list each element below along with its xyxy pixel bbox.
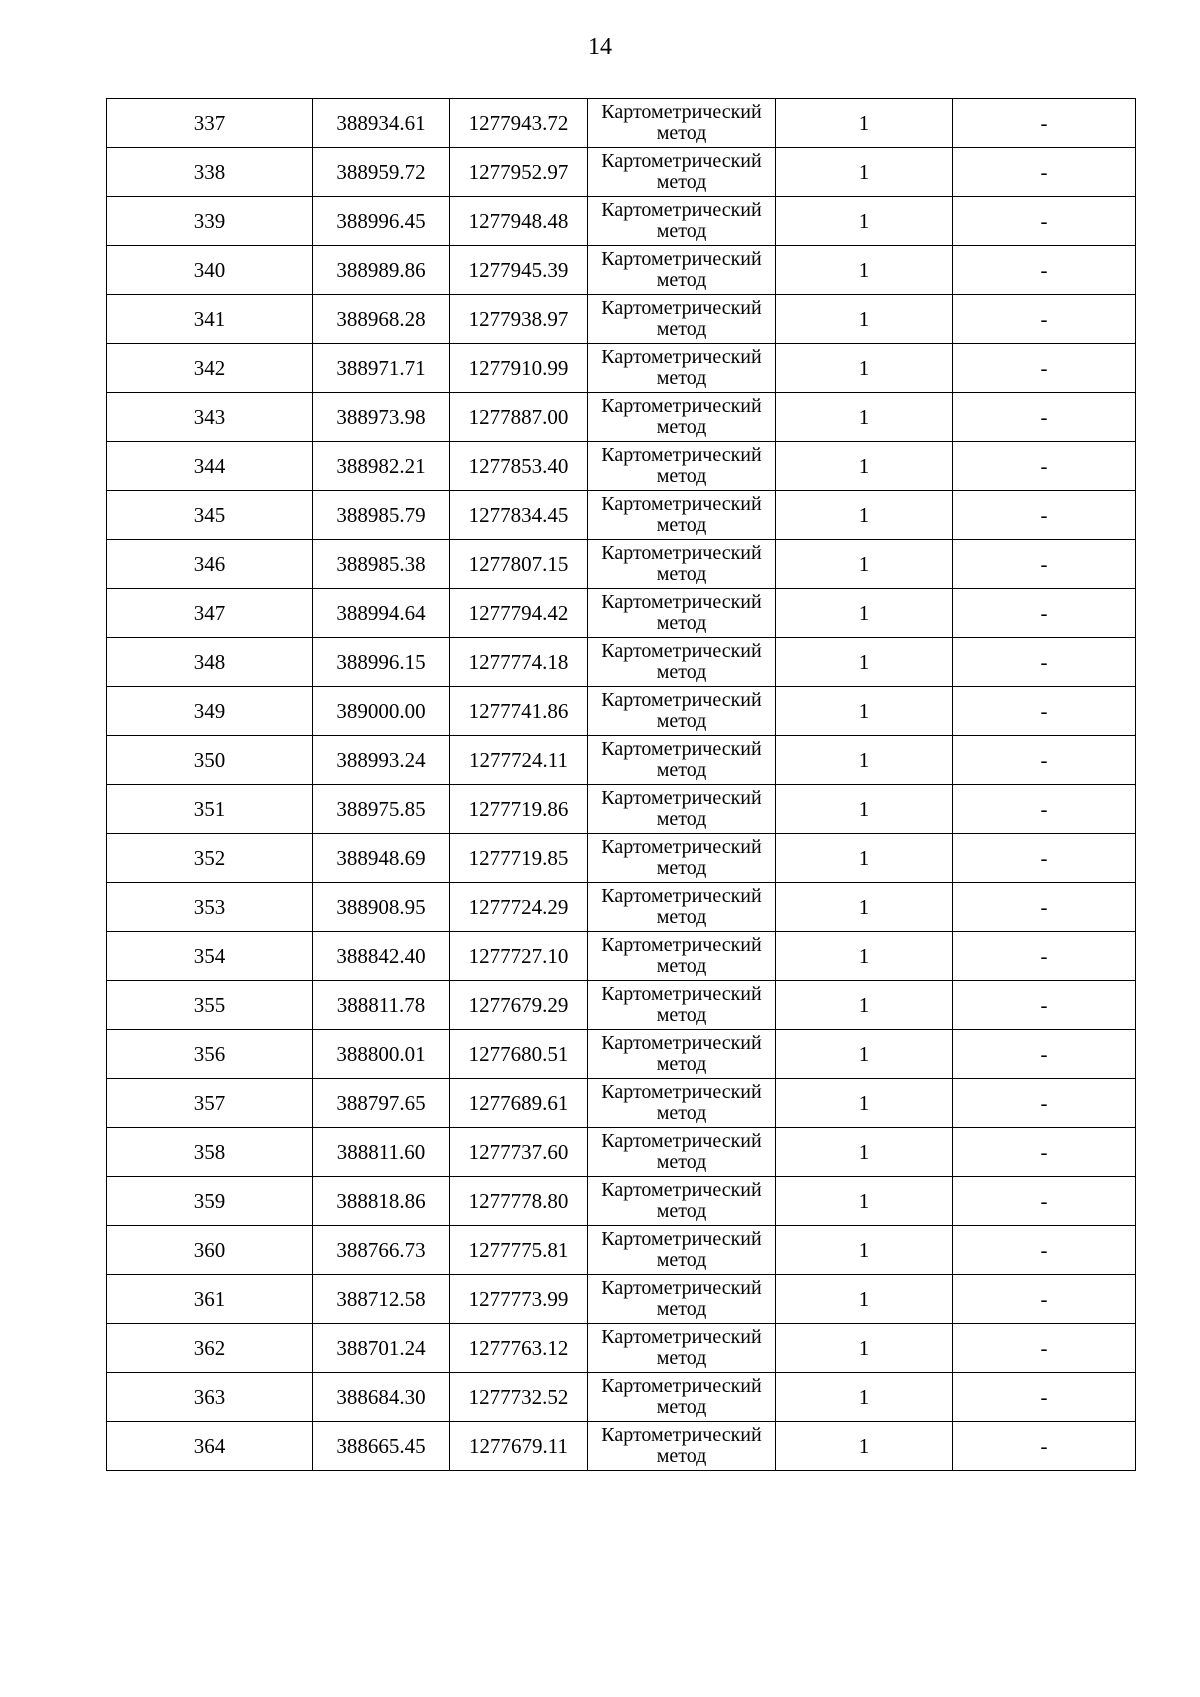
method-line-1: Картометрический <box>601 1326 762 1348</box>
x-coordinate-cell: 388665.45 <box>313 1422 450 1471</box>
x-coordinate-cell: 388985.79 <box>313 491 450 540</box>
description-cell: - <box>953 932 1136 981</box>
x-coordinate-cell: 388766.73 <box>313 1226 450 1275</box>
method-cell <box>588 1079 776 1128</box>
method-line-1: Картометрический <box>601 934 762 956</box>
table-row <box>107 540 1136 589</box>
y-coordinate-cell: 1277680.51 <box>450 1030 588 1079</box>
method-line-1: Картометрический <box>601 493 762 515</box>
method-cell <box>588 99 776 148</box>
y-coordinate-cell: 1277794.42 <box>450 589 588 638</box>
description-cell: - <box>953 1373 1136 1422</box>
description-cell: - <box>953 1128 1136 1177</box>
accuracy-cell: 1 <box>776 1422 953 1471</box>
method-cell <box>588 1324 776 1373</box>
point-number-cell: 338 <box>107 148 313 197</box>
method-line-2: метод <box>656 759 707 781</box>
x-coordinate-cell: 388797.65 <box>313 1079 450 1128</box>
accuracy-cell: 1 <box>776 932 953 981</box>
method-cell <box>588 883 776 932</box>
accuracy-cell: 1 <box>776 442 953 491</box>
table-row <box>107 834 1136 883</box>
description-cell: - <box>953 736 1136 785</box>
method-line-2: метод <box>656 906 707 928</box>
method-cell <box>588 834 776 883</box>
description-cell: - <box>953 1226 1136 1275</box>
table-body <box>107 99 1136 1471</box>
point-number-cell: 337 <box>107 99 313 148</box>
method-cell <box>588 1275 776 1324</box>
table-row <box>107 393 1136 442</box>
y-coordinate-cell: 1277719.86 <box>450 785 588 834</box>
method-line-2: метод <box>656 122 707 144</box>
description-cell: - <box>953 197 1136 246</box>
accuracy-cell: 1 <box>776 1030 953 1079</box>
accuracy-cell: 1 <box>776 1373 953 1422</box>
method-line-2: метод <box>656 1298 707 1320</box>
accuracy-cell: 1 <box>776 393 953 442</box>
accuracy-cell: 1 <box>776 540 953 589</box>
description-cell: - <box>953 246 1136 295</box>
method-cell <box>588 344 776 393</box>
method-line-1: Картометрический <box>601 101 762 123</box>
x-coordinate-cell: 388908.95 <box>313 883 450 932</box>
table-row <box>107 442 1136 491</box>
description-cell: - <box>953 638 1136 687</box>
description-cell: - <box>953 491 1136 540</box>
y-coordinate-cell: 1277727.10 <box>450 932 588 981</box>
method-line-2: метод <box>656 808 707 830</box>
table-row <box>107 981 1136 1030</box>
method-cell <box>588 687 776 736</box>
method-line-1: Картометрический <box>601 199 762 221</box>
table-row <box>107 638 1136 687</box>
accuracy-cell: 1 <box>776 883 953 932</box>
method-line-1: Картометрический <box>601 395 762 417</box>
point-number-cell: 355 <box>107 981 313 1030</box>
accuracy-cell: 1 <box>776 1324 953 1373</box>
method-line-2: метод <box>656 416 707 438</box>
accuracy-cell: 1 <box>776 148 953 197</box>
x-coordinate-cell: 388975.85 <box>313 785 450 834</box>
point-number-cell: 358 <box>107 1128 313 1177</box>
accuracy-cell: 1 <box>776 246 953 295</box>
method-line-1: Картометрический <box>601 640 762 662</box>
table-row <box>107 1079 1136 1128</box>
table-row <box>107 1275 1136 1324</box>
point-number-cell: 345 <box>107 491 313 540</box>
method-line-2: метод <box>656 612 707 634</box>
description-cell: - <box>953 981 1136 1030</box>
description-cell: - <box>953 442 1136 491</box>
method-line-2: метод <box>656 1445 707 1467</box>
y-coordinate-cell: 1277741.86 <box>450 687 588 736</box>
method-cell <box>588 295 776 344</box>
description-cell: - <box>953 589 1136 638</box>
point-number-cell: 348 <box>107 638 313 687</box>
x-coordinate-cell: 388982.21 <box>313 442 450 491</box>
accuracy-cell: 1 <box>776 785 953 834</box>
y-coordinate-cell: 1277679.29 <box>450 981 588 1030</box>
y-coordinate-cell: 1277952.97 <box>450 148 588 197</box>
method-line-2: метод <box>656 955 707 977</box>
description-cell: - <box>953 1177 1136 1226</box>
method-cell <box>588 442 776 491</box>
point-number-cell: 353 <box>107 883 313 932</box>
method-line-2: метод <box>656 1053 707 1075</box>
method-line-1: Картометрический <box>601 1032 762 1054</box>
table-row <box>107 883 1136 932</box>
method-line-1: Картометрический <box>601 1375 762 1397</box>
accuracy-cell: 1 <box>776 295 953 344</box>
x-coordinate-cell: 388973.98 <box>313 393 450 442</box>
description-cell: - <box>953 1030 1136 1079</box>
page-number: 14 <box>588 34 612 60</box>
method-line-1: Картометрический <box>601 297 762 319</box>
y-coordinate-cell: 1277679.11 <box>450 1422 588 1471</box>
method-cell <box>588 393 776 442</box>
method-line-1: Картометрический <box>601 787 762 809</box>
method-cell <box>588 197 776 246</box>
method-line-1: Картометрический <box>601 738 762 760</box>
point-number-cell: 343 <box>107 393 313 442</box>
method-cell <box>588 736 776 785</box>
method-line-1: Картометрический <box>601 1130 762 1152</box>
method-line-1: Картометрический <box>601 591 762 613</box>
description-cell: - <box>953 1275 1136 1324</box>
y-coordinate-cell: 1277737.60 <box>450 1128 588 1177</box>
point-number-cell: 350 <box>107 736 313 785</box>
x-coordinate-cell: 388811.60 <box>313 1128 450 1177</box>
description-cell: - <box>953 540 1136 589</box>
description-cell: - <box>953 99 1136 148</box>
method-cell <box>588 246 776 295</box>
method-line-1: Картометрический <box>601 1081 762 1103</box>
y-coordinate-cell: 1277774.18 <box>450 638 588 687</box>
point-number-cell: 363 <box>107 1373 313 1422</box>
method-line-2: метод <box>656 367 707 389</box>
description-cell: - <box>953 1422 1136 1471</box>
accuracy-cell: 1 <box>776 981 953 1030</box>
method-cell <box>588 1128 776 1177</box>
table-row <box>107 736 1136 785</box>
point-number-cell: 341 <box>107 295 313 344</box>
accuracy-cell: 1 <box>776 197 953 246</box>
method-cell <box>588 148 776 197</box>
point-number-cell: 344 <box>107 442 313 491</box>
method-line-2: метод <box>656 220 707 242</box>
point-number-cell: 356 <box>107 1030 313 1079</box>
y-coordinate-cell: 1277938.97 <box>450 295 588 344</box>
method-line-2: метод <box>656 1151 707 1173</box>
method-line-1: Картометрический <box>601 346 762 368</box>
y-coordinate-cell: 1277948.48 <box>450 197 588 246</box>
point-number-cell: 346 <box>107 540 313 589</box>
y-coordinate-cell: 1277719.85 <box>450 834 588 883</box>
x-coordinate-cell: 388800.01 <box>313 1030 450 1079</box>
y-coordinate-cell: 1277853.40 <box>450 442 588 491</box>
point-number-cell: 347 <box>107 589 313 638</box>
table-row <box>107 1177 1136 1226</box>
point-number-cell: 339 <box>107 197 313 246</box>
x-coordinate-cell: 388989.86 <box>313 246 450 295</box>
y-coordinate-cell: 1277910.99 <box>450 344 588 393</box>
table-row <box>107 197 1136 246</box>
y-coordinate-cell: 1277778.80 <box>450 1177 588 1226</box>
x-coordinate-cell: 388968.28 <box>313 295 450 344</box>
description-cell: - <box>953 1079 1136 1128</box>
method-line-2: метод <box>656 514 707 536</box>
method-line-1: Картометрический <box>601 248 762 270</box>
table-row <box>107 1226 1136 1275</box>
x-coordinate-cell: 388684.30 <box>313 1373 450 1422</box>
point-number-cell: 349 <box>107 687 313 736</box>
method-line-2: метод <box>656 465 707 487</box>
method-line-2: метод <box>656 1004 707 1026</box>
description-cell: - <box>953 785 1136 834</box>
table-row <box>107 295 1136 344</box>
method-line-1: Картометрический <box>601 542 762 564</box>
y-coordinate-cell: 1277775.81 <box>450 1226 588 1275</box>
y-coordinate-cell: 1277834.45 <box>450 491 588 540</box>
coordinates-table <box>106 98 1136 1471</box>
x-coordinate-cell: 388994.64 <box>313 589 450 638</box>
method-line-2: метод <box>656 1200 707 1222</box>
method-cell <box>588 1030 776 1079</box>
x-coordinate-cell: 388701.24 <box>313 1324 450 1373</box>
table-row <box>107 148 1136 197</box>
table-row <box>107 1128 1136 1177</box>
description-cell: - <box>953 295 1136 344</box>
method-line-2: метод <box>656 1396 707 1418</box>
table-row <box>107 1373 1136 1422</box>
x-coordinate-cell: 388996.45 <box>313 197 450 246</box>
accuracy-cell: 1 <box>776 1079 953 1128</box>
description-cell: - <box>953 1324 1136 1373</box>
method-cell <box>588 638 776 687</box>
point-number-cell: 361 <box>107 1275 313 1324</box>
x-coordinate-cell: 388842.40 <box>313 932 450 981</box>
point-number-cell: 351 <box>107 785 313 834</box>
x-coordinate-cell: 388996.15 <box>313 638 450 687</box>
x-coordinate-cell: 388993.24 <box>313 736 450 785</box>
method-line-2: метод <box>656 661 707 683</box>
method-line-1: Картометрический <box>601 689 762 711</box>
y-coordinate-cell: 1277732.52 <box>450 1373 588 1422</box>
description-cell: - <box>953 393 1136 442</box>
method-cell <box>588 785 776 834</box>
method-line-1: Картометрический <box>601 885 762 907</box>
point-number-cell: 352 <box>107 834 313 883</box>
x-coordinate-cell: 388948.69 <box>313 834 450 883</box>
accuracy-cell: 1 <box>776 687 953 736</box>
accuracy-cell: 1 <box>776 1128 953 1177</box>
method-cell <box>588 1226 776 1275</box>
table-row <box>107 1422 1136 1471</box>
point-number-cell: 362 <box>107 1324 313 1373</box>
method-cell <box>588 981 776 1030</box>
method-line-1: Картометрический <box>601 983 762 1005</box>
point-number-cell: 342 <box>107 344 313 393</box>
description-cell: - <box>953 687 1136 736</box>
x-coordinate-cell: 388934.61 <box>313 99 450 148</box>
table-row <box>107 99 1136 148</box>
method-cell <box>588 932 776 981</box>
x-coordinate-cell: 388818.86 <box>313 1177 450 1226</box>
accuracy-cell: 1 <box>776 491 953 540</box>
table-row <box>107 589 1136 638</box>
point-number-cell: 359 <box>107 1177 313 1226</box>
description-cell: - <box>953 148 1136 197</box>
method-line-1: Картометрический <box>601 836 762 858</box>
method-cell <box>588 491 776 540</box>
method-line-2: метод <box>656 1249 707 1271</box>
accuracy-cell: 1 <box>776 99 953 148</box>
method-line-2: метод <box>656 710 707 732</box>
method-line-1: Картометрический <box>601 1179 762 1201</box>
x-coordinate-cell: 388985.38 <box>313 540 450 589</box>
x-coordinate-cell: 388712.58 <box>313 1275 450 1324</box>
table-row <box>107 246 1136 295</box>
point-number-cell: 360 <box>107 1226 313 1275</box>
y-coordinate-cell: 1277689.61 <box>450 1079 588 1128</box>
x-coordinate-cell: 388971.71 <box>313 344 450 393</box>
y-coordinate-cell: 1277887.00 <box>450 393 588 442</box>
table-row <box>107 1030 1136 1079</box>
table-row <box>107 932 1136 981</box>
method-line-2: метод <box>656 1347 707 1369</box>
method-line-2: метод <box>656 1102 707 1124</box>
point-number-cell: 354 <box>107 932 313 981</box>
x-coordinate-cell: 388811.78 <box>313 981 450 1030</box>
point-number-cell: 340 <box>107 246 313 295</box>
table-row <box>107 785 1136 834</box>
y-coordinate-cell: 1277724.11 <box>450 736 588 785</box>
y-coordinate-cell: 1277807.15 <box>450 540 588 589</box>
description-cell: - <box>953 344 1136 393</box>
method-line-2: метод <box>656 857 707 879</box>
method-line-2: метод <box>656 171 707 193</box>
y-coordinate-cell: 1277763.12 <box>450 1324 588 1373</box>
method-cell <box>588 589 776 638</box>
y-coordinate-cell: 1277943.72 <box>450 99 588 148</box>
accuracy-cell: 1 <box>776 589 953 638</box>
accuracy-cell: 1 <box>776 344 953 393</box>
method-line-2: метод <box>656 269 707 291</box>
method-line-1: Картометрический <box>601 1277 762 1299</box>
table-row <box>107 687 1136 736</box>
description-cell: - <box>953 883 1136 932</box>
table-row <box>107 1324 1136 1373</box>
method-cell <box>588 1373 776 1422</box>
x-coordinate-cell: 389000.00 <box>313 687 450 736</box>
accuracy-cell: 1 <box>776 1226 953 1275</box>
table-row <box>107 491 1136 540</box>
x-coordinate-cell: 388959.72 <box>313 148 450 197</box>
y-coordinate-cell: 1277945.39 <box>450 246 588 295</box>
method-line-1: Картометрический <box>601 1228 762 1250</box>
method-cell <box>588 1177 776 1226</box>
accuracy-cell: 1 <box>776 638 953 687</box>
method-line-2: метод <box>656 318 707 340</box>
table-row <box>107 344 1136 393</box>
method-cell <box>588 540 776 589</box>
accuracy-cell: 1 <box>776 1275 953 1324</box>
accuracy-cell: 1 <box>776 834 953 883</box>
point-number-cell: 357 <box>107 1079 313 1128</box>
accuracy-cell: 1 <box>776 1177 953 1226</box>
description-cell: - <box>953 834 1136 883</box>
method-line-1: Картометрический <box>601 444 762 466</box>
method-cell <box>588 1422 776 1471</box>
y-coordinate-cell: 1277724.29 <box>450 883 588 932</box>
method-line-2: метод <box>656 563 707 585</box>
method-line-1: Картометрический <box>601 1424 762 1446</box>
y-coordinate-cell: 1277773.99 <box>450 1275 588 1324</box>
point-number-cell: 364 <box>107 1422 313 1471</box>
accuracy-cell: 1 <box>776 736 953 785</box>
method-line-1: Картометрический <box>601 150 762 172</box>
